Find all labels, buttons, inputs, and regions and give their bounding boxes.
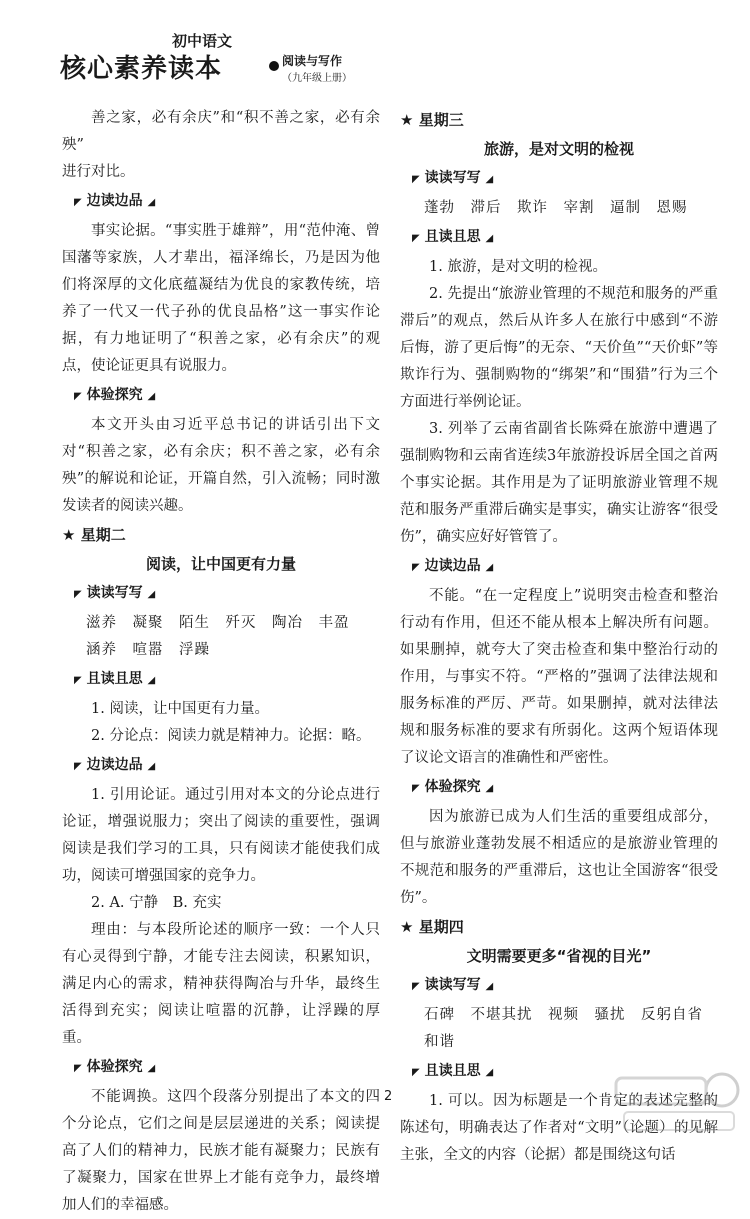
corner-triangle-icon: ◤: [74, 391, 82, 402]
corner-triangle-icon: ◢: [147, 1063, 156, 1074]
corner-triangle-icon: ◢: [147, 675, 156, 686]
watermark-logo: [610, 1068, 746, 1138]
section-label: 边读边品: [86, 193, 143, 209]
answer-line: 2. 分论点：阅读力就是精神力。论据：略。: [91, 728, 371, 744]
right-column: [400, 105, 718, 1169]
paragraph: 不能。“在一定程度上”说明突击检查和整治行动有作用，但还不能从根本上解决所有问题。如果删掉，就夸大了突击检查和集中整治行动的作用，与事实不符。“严格的”强调了法律法规和服务标准的严厉、严苛。如果删掉，就对法律法规和服务标准的要求有所弱化。这两个短语体现了议论文语言的准确性和严密性。: [400, 588, 718, 766]
vocabulary-words: 滋养 凝聚 陌生 歼灭 陶冶 丰盈 涵养 喧嚣 浮躁: [86, 615, 365, 658]
answer-line: 2. A. 宁静 B. 充实: [91, 895, 222, 911]
paragraph: 事实论据。“事实胜于雄辩”，用“范仲淹、曾国藩等家族，人才辈出，福泽绵长，乃是因为他们将深厚的文化底蕴凝结为优良的家教传统，培养了一代又一代子孙的优良品格”这一事实作论据，有力地证明了“积善之家，必有余庆”的观点，使论证更具有说服力。: [62, 223, 380, 374]
section-heading: [62, 752, 380, 780]
article-title: 旅游，是对文明的检视: [483, 140, 634, 158]
corner-triangle-icon: ◢: [147, 761, 156, 772]
corner-triangle-icon: ◤: [412, 174, 420, 185]
section-label: 且读且思: [424, 1063, 481, 1079]
article-title: 文明需要更多“省视的目光”: [466, 947, 652, 965]
section-heading: [400, 774, 718, 802]
day-label: 星期三: [418, 111, 464, 129]
corner-triangle-icon: ◤: [74, 197, 82, 208]
paragraph: 进行对比。: [62, 164, 135, 180]
section-heading: [62, 188, 380, 216]
corner-triangle-icon: ◢: [147, 197, 156, 208]
section-heading: [62, 666, 380, 694]
header-grade: （九年级上册）: [282, 73, 352, 84]
header-dot-icon: [269, 61, 279, 71]
corner-triangle-icon: ◢: [485, 1067, 494, 1078]
section-heading: [400, 972, 718, 1000]
star-icon: ★: [62, 526, 76, 544]
left-column: [62, 105, 380, 1219]
section-heading: [62, 382, 380, 410]
vocabulary-words: 石碑 不堪其扰 视频 骚扰 反躬自省 和谐: [424, 1007, 719, 1050]
paragraph: 不能调换。这四个段落分别提出了本文的四个分论点，它们之间是层层递进的关系；阅读提高了人们的精神力，民族才能有凝聚力；民族有了凝聚力，国家在世界上才能有竞争力，最终增加人们的幸福感。: [62, 1089, 380, 1213]
corner-triangle-icon: ◤: [74, 1063, 82, 1074]
header-subtitle: 阅读与写作: [282, 54, 343, 68]
corner-triangle-icon: ◢: [147, 391, 156, 402]
star-icon: ★: [400, 918, 414, 936]
corner-triangle-icon: ◢: [485, 562, 494, 573]
header-subject: 初中语文: [172, 32, 233, 50]
paragraph: 理由：与本段所论述的顺序一致：一个人只有心灵得到宁静，才能专注去阅读，积累知识，满足内心的需求，精神获得陶冶与升华，最终生活得到充实；阅读让喧嚣的沉静，让浮躁的厚重。: [62, 922, 380, 1046]
header-title: 核心素养读本: [60, 54, 223, 84]
section-label: 读读写写: [86, 585, 143, 601]
answer-line: 1. 阅读，让中国更有力量。: [91, 701, 269, 717]
star-icon: ★: [400, 111, 414, 129]
section-heading: [62, 1054, 380, 1082]
page-number: 2: [384, 1089, 393, 1104]
section-label: 读读写写: [424, 977, 481, 993]
corner-triangle-icon: ◤: [412, 783, 420, 794]
section-heading: [400, 165, 718, 193]
paragraph: 1. 引用论证。通过引用对本文的分论点进行论证，增强说服力；突出了阅读的重要性，强调阅读是我们学习的工具，只有阅读才能使我们成功，阅读可增强国家的竞争力。: [62, 787, 380, 884]
section-label: 边读边品: [424, 558, 481, 574]
corner-triangle-icon: ◤: [74, 589, 82, 600]
section-heading: [400, 553, 718, 581]
section-heading: [400, 224, 718, 252]
section-label: 且读且思: [86, 671, 143, 687]
day-label: 星期二: [80, 526, 126, 544]
paragraph: 1. 可以。因为标题是一个肯定的表述完整的陈述句，明确表达了作者对“文明”（论题）的见解主张，全文的内容（论据）都是围绕这句话: [400, 1093, 718, 1163]
day-label: 星期四: [418, 918, 464, 936]
paragraph: 因为旅游已成为人们生活的重要组成部分，但与旅游业蓬勃发展不相适应的是旅游业管理的不规范和服务的严重滞后，这也让全国游客“很受伤”。: [400, 809, 718, 906]
section-label: 体验探究: [424, 779, 481, 795]
corner-triangle-icon: ◢: [485, 981, 494, 992]
section-label: 边读边品: [86, 757, 143, 773]
section-label: 读读写写: [424, 170, 481, 186]
corner-triangle-icon: ◤: [412, 562, 420, 573]
section-label: 体验探究: [86, 387, 143, 403]
paragraph: 本文开头由习近平总书记的讲话引出下文对“积善之家，必有余庆；积不善之家，必有余殃”的解说和论证，开篇自然，引入流畅；同时激发读者的阅读兴趣。: [62, 417, 380, 514]
book-header: [60, 28, 380, 84]
article-title: 阅读，让中国更有力量: [145, 555, 296, 573]
day-heading: [400, 107, 718, 134]
answer-line: 1. 旅游，是对文明的检视。: [429, 259, 607, 275]
paragraph: 3. 列举了云南省副省长陈舜在旅游中遭遇了强制购物和云南省连续3年旅游投诉居全国之首两个事实论据。其作用是为了证明旅游业管理不规范和服务严重滞后确实是事实，确实让游客“很受伤”，确实应好好管管了。: [400, 421, 718, 545]
corner-triangle-icon: ◤: [74, 675, 82, 686]
section-label: 且读且思: [424, 229, 481, 245]
day-heading: [400, 914, 718, 941]
corner-triangle-icon: ◤: [412, 1067, 420, 1078]
paragraph: 善之家，必有余庆”和“积不善之家，必有余殃”: [62, 110, 380, 153]
corner-triangle-icon: ◢: [147, 589, 156, 600]
corner-triangle-icon: ◤: [74, 761, 82, 772]
paragraph: 2. 先提出“旅游业管理的不规范和服务的严重滞后”的观点，然后从许多人在旅行中感到“不游后悔，游了更后悔”的无奈、“天价鱼”“天价虾”等欺诈行为、强制购物的“绑架”和“围猎”行为三个方面进行举例论证。: [400, 286, 718, 410]
corner-triangle-icon: ◢: [485, 174, 494, 185]
day-heading: [62, 522, 380, 549]
section-label: 体验探究: [86, 1059, 143, 1075]
vocabulary-words: 蓬勃 滞后 欺诈 宰割 逼制 恩赐: [424, 200, 688, 216]
corner-triangle-icon: ◢: [485, 783, 494, 794]
corner-triangle-icon: ◢: [485, 233, 494, 244]
corner-triangle-icon: ◤: [412, 233, 420, 244]
corner-triangle-icon: ◤: [412, 981, 420, 992]
section-heading: [62, 580, 380, 608]
